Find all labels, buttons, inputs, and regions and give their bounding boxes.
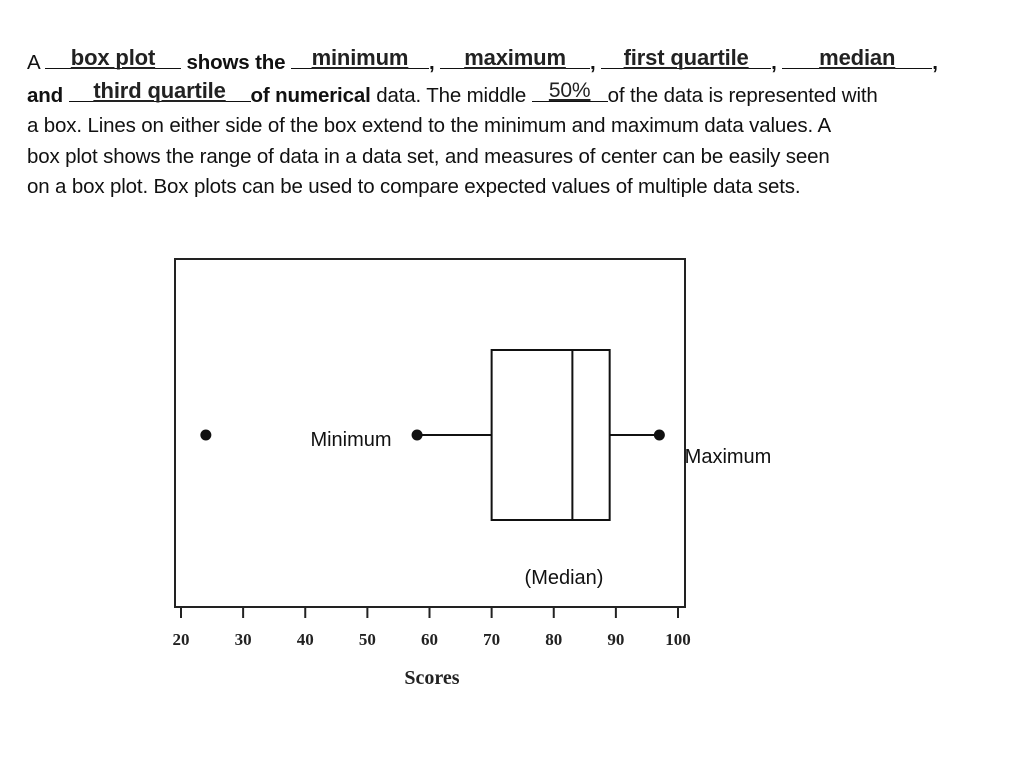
box-plot [200,350,665,520]
minimum-point [412,430,423,441]
comma-1: , [428,51,435,74]
answer-third-quartile: third quartile [93,77,226,103]
tick-label-60: 60 [421,630,438,649]
text-shows-the: shows the [186,51,286,74]
tick-label-30: 30 [234,630,252,649]
answer-minimum: minimum [311,45,409,70]
answer-box-plot: box plot [70,45,156,70]
text-of-numerical: of numerical [250,83,371,107]
outlier-point-0 [200,430,211,441]
tick-label-50: 50 [358,630,376,649]
word-a: A [27,51,40,74]
x-axis-label: Scores [404,667,460,689]
comma-2: , [590,51,596,74]
tick-label-20: 20 [172,630,190,649]
maximum-point [654,430,665,441]
tick-label-70: 70 [483,630,501,649]
plot-frame [175,259,685,607]
answer-median: median [819,45,896,70]
annotation-median: (Median) [524,567,604,589]
paragraph-line-5: on a box plot. Box plots can be used to compare expected values of multiple data sets. [27,175,801,198]
answer-maximum: maximum [464,45,566,70]
tick-label-40: 40 [296,630,314,649]
comma-3: , [771,51,777,74]
tick-label-100: 100 [665,630,691,649]
axis-ticks [173,607,691,649]
answer-first-quartile: first quartile [623,45,749,70]
paragraph-line-3: a box. Lines on either side of the box extend to the minimum and maximum data values. A [27,114,831,137]
annotation-minimum: Minimum [310,429,392,451]
text-rest-line-2: of the data is represented with [607,83,878,107]
answer-fifty-percent: 50% [548,78,591,102]
comma-4: , [932,51,938,74]
text-and: and [27,83,63,107]
paragraph-line-4: box plot shows the range of data in a data set, and measures of center can be easily seen [27,144,830,168]
quartile-box [492,350,610,520]
annotation-maximum: Maximum [684,446,772,468]
tick-label-80: 80 [545,630,563,649]
tick-label-90: 90 [607,630,625,649]
text-data-the-middle: data. The middle [376,83,527,107]
